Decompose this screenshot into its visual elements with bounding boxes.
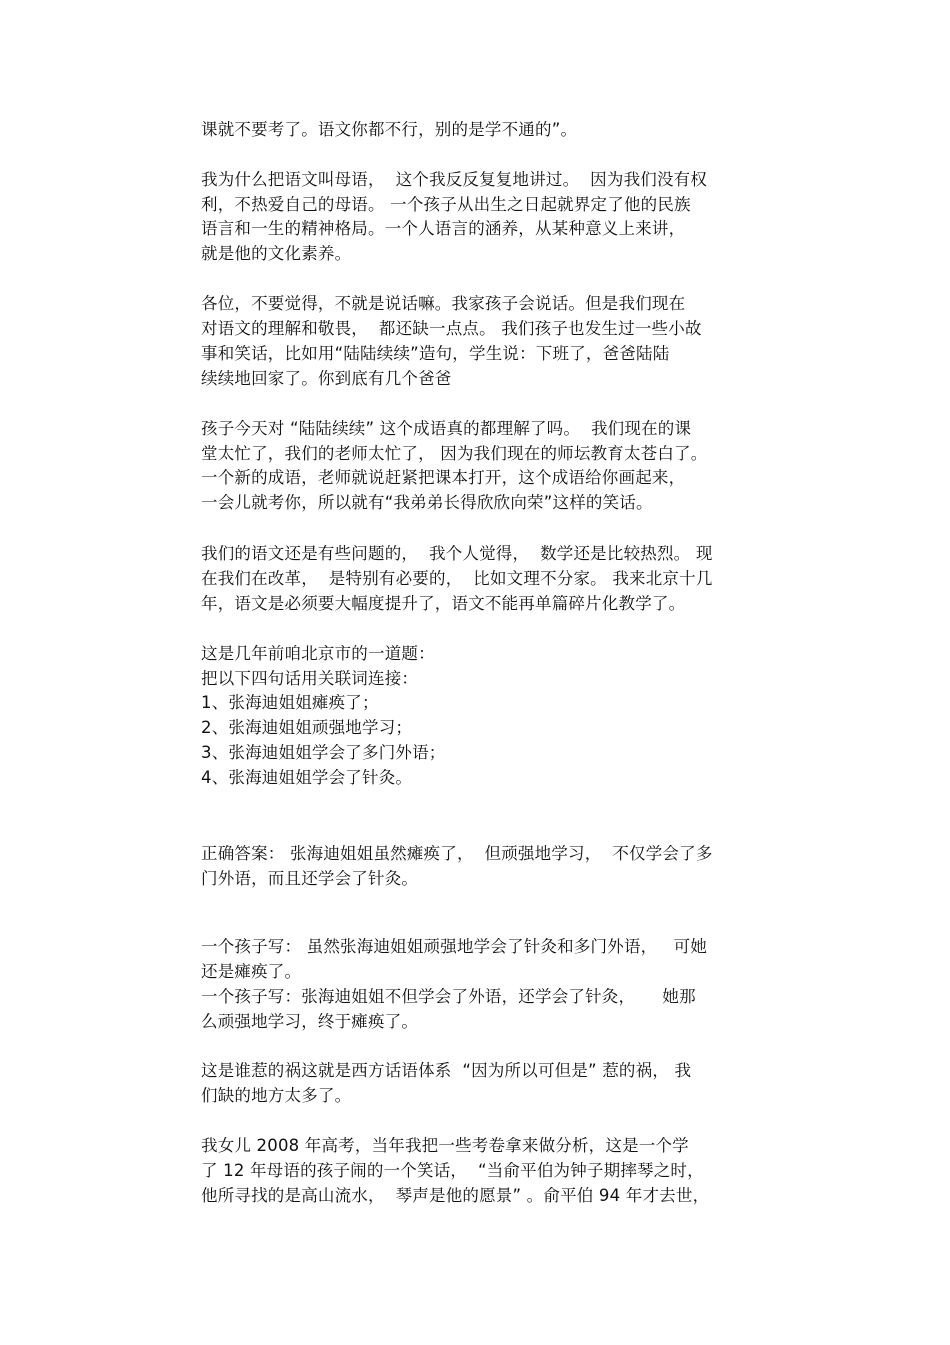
text-line: 堂太忙了，我们的老师太忙了， 因为我们现在的师坛教育太苍白了。 — [201, 444, 708, 463]
text-line: 一个孩子写：张海迪姐姐不但学会了外语，还学会了针灸， 她那 — [201, 987, 696, 1006]
list-item: 2、张海迪姐姐顽强地学习； — [201, 718, 413, 737]
text-line: 了 12 年母语的孩子闹的一个笑话， “当俞平伯为钟子期摔琴之时， — [201, 1161, 704, 1180]
text-line: 在我们在改革， 是特别有必要的， 比如文理不分家。 我来北京十几 — [201, 569, 713, 588]
text-line: 把以下四句话用关联词连接： — [201, 669, 419, 688]
text-line: 课就不要考了。语文你都不行，别的是学不通的”。 — [201, 120, 578, 139]
text-line: 这是谁惹的祸这就是西方话语体系 “因为所以可但是” 惹的祸， 我 — [201, 1061, 692, 1080]
text-line: 他所寻找的是高山流水， 琴声是他的愿景” 。俞平伯 94 年才去世， — [201, 1186, 710, 1205]
text-line: 一个孩子写： 虽然张海迪姐姐顽强地学会了针灸和多门外语， 可她 — [201, 937, 708, 956]
text-line: 门外语，而且还学会了针灸。 — [201, 869, 419, 888]
list-item: 4、张海迪姐姐学会了针灸。 — [201, 768, 413, 787]
text-line: 事和笑话，比如用“陆陆续续”造句，学生说：下班了，爸爸陆陆 — [201, 344, 670, 363]
text-line: 对语文的理解和敬畏， 都还缺一点点。 我们孩子也发生过一些小故 — [201, 319, 702, 338]
text-line: 年，语文是必须要大幅度提升了，语文不能再单篇碎片化教学了。 — [201, 594, 686, 613]
text-line: 各位，不要觉得，不就是说话嘛。我家孩子会说话。但是我们现在 — [201, 294, 686, 313]
text-line: 续续地回家了。你到底有几个爸爸 — [201, 369, 452, 388]
text-line: 我为什么把语文叫母语， 这个我反反复复地讲过。 因为我们没有权 — [201, 170, 708, 189]
list-item: 1、张海迪姐姐瘫痪了； — [201, 693, 379, 712]
text-line: 一个新的成语，老师就说赶紧把课本打开，这个成语给你画起来， — [201, 468, 686, 487]
text-line: 们缺的地方太多了。 — [201, 1086, 352, 1105]
text-line: 正确答案： 张海迪姐姐虽然瘫痪了， 但顽强地学习， 不仅学会了多 — [201, 844, 713, 863]
text-line: 利，不热爱自己的母语。 一个孩子从出生之日起就界定了他的民族 — [201, 195, 691, 214]
text-line: 就是他的文化素养。 — [201, 244, 352, 263]
text-line: 语言和一生的精神格局。一个人语言的涵养，从某种意义上来讲， — [201, 219, 686, 238]
text-line: 我们的语文还是有些问题的， 我个人觉得， 数学还是比较热烈。 现 — [201, 544, 713, 563]
text-line: 我女儿 2008 年高考，当年我把一些考卷拿来做分析，这是一个学 — [201, 1136, 689, 1155]
text-line: 一会儿就考你，所以就有“我弟弟长得欣欣向荣”这样的笑话。 — [201, 493, 653, 512]
text-line: 么顽强地学习，终于瘫痪了。 — [201, 1012, 419, 1031]
text-line: 孩子今天对 “陆陆续续” 这个成语真的都理解了吗。 我们现在的课 — [201, 419, 692, 438]
text-line: 这是几年前咱北京市的一道题： — [201, 644, 435, 663]
list-item: 3、张海迪姐姐学会了多门外语； — [201, 743, 446, 762]
text-line: 还是瘫痪了。 — [201, 962, 302, 981]
